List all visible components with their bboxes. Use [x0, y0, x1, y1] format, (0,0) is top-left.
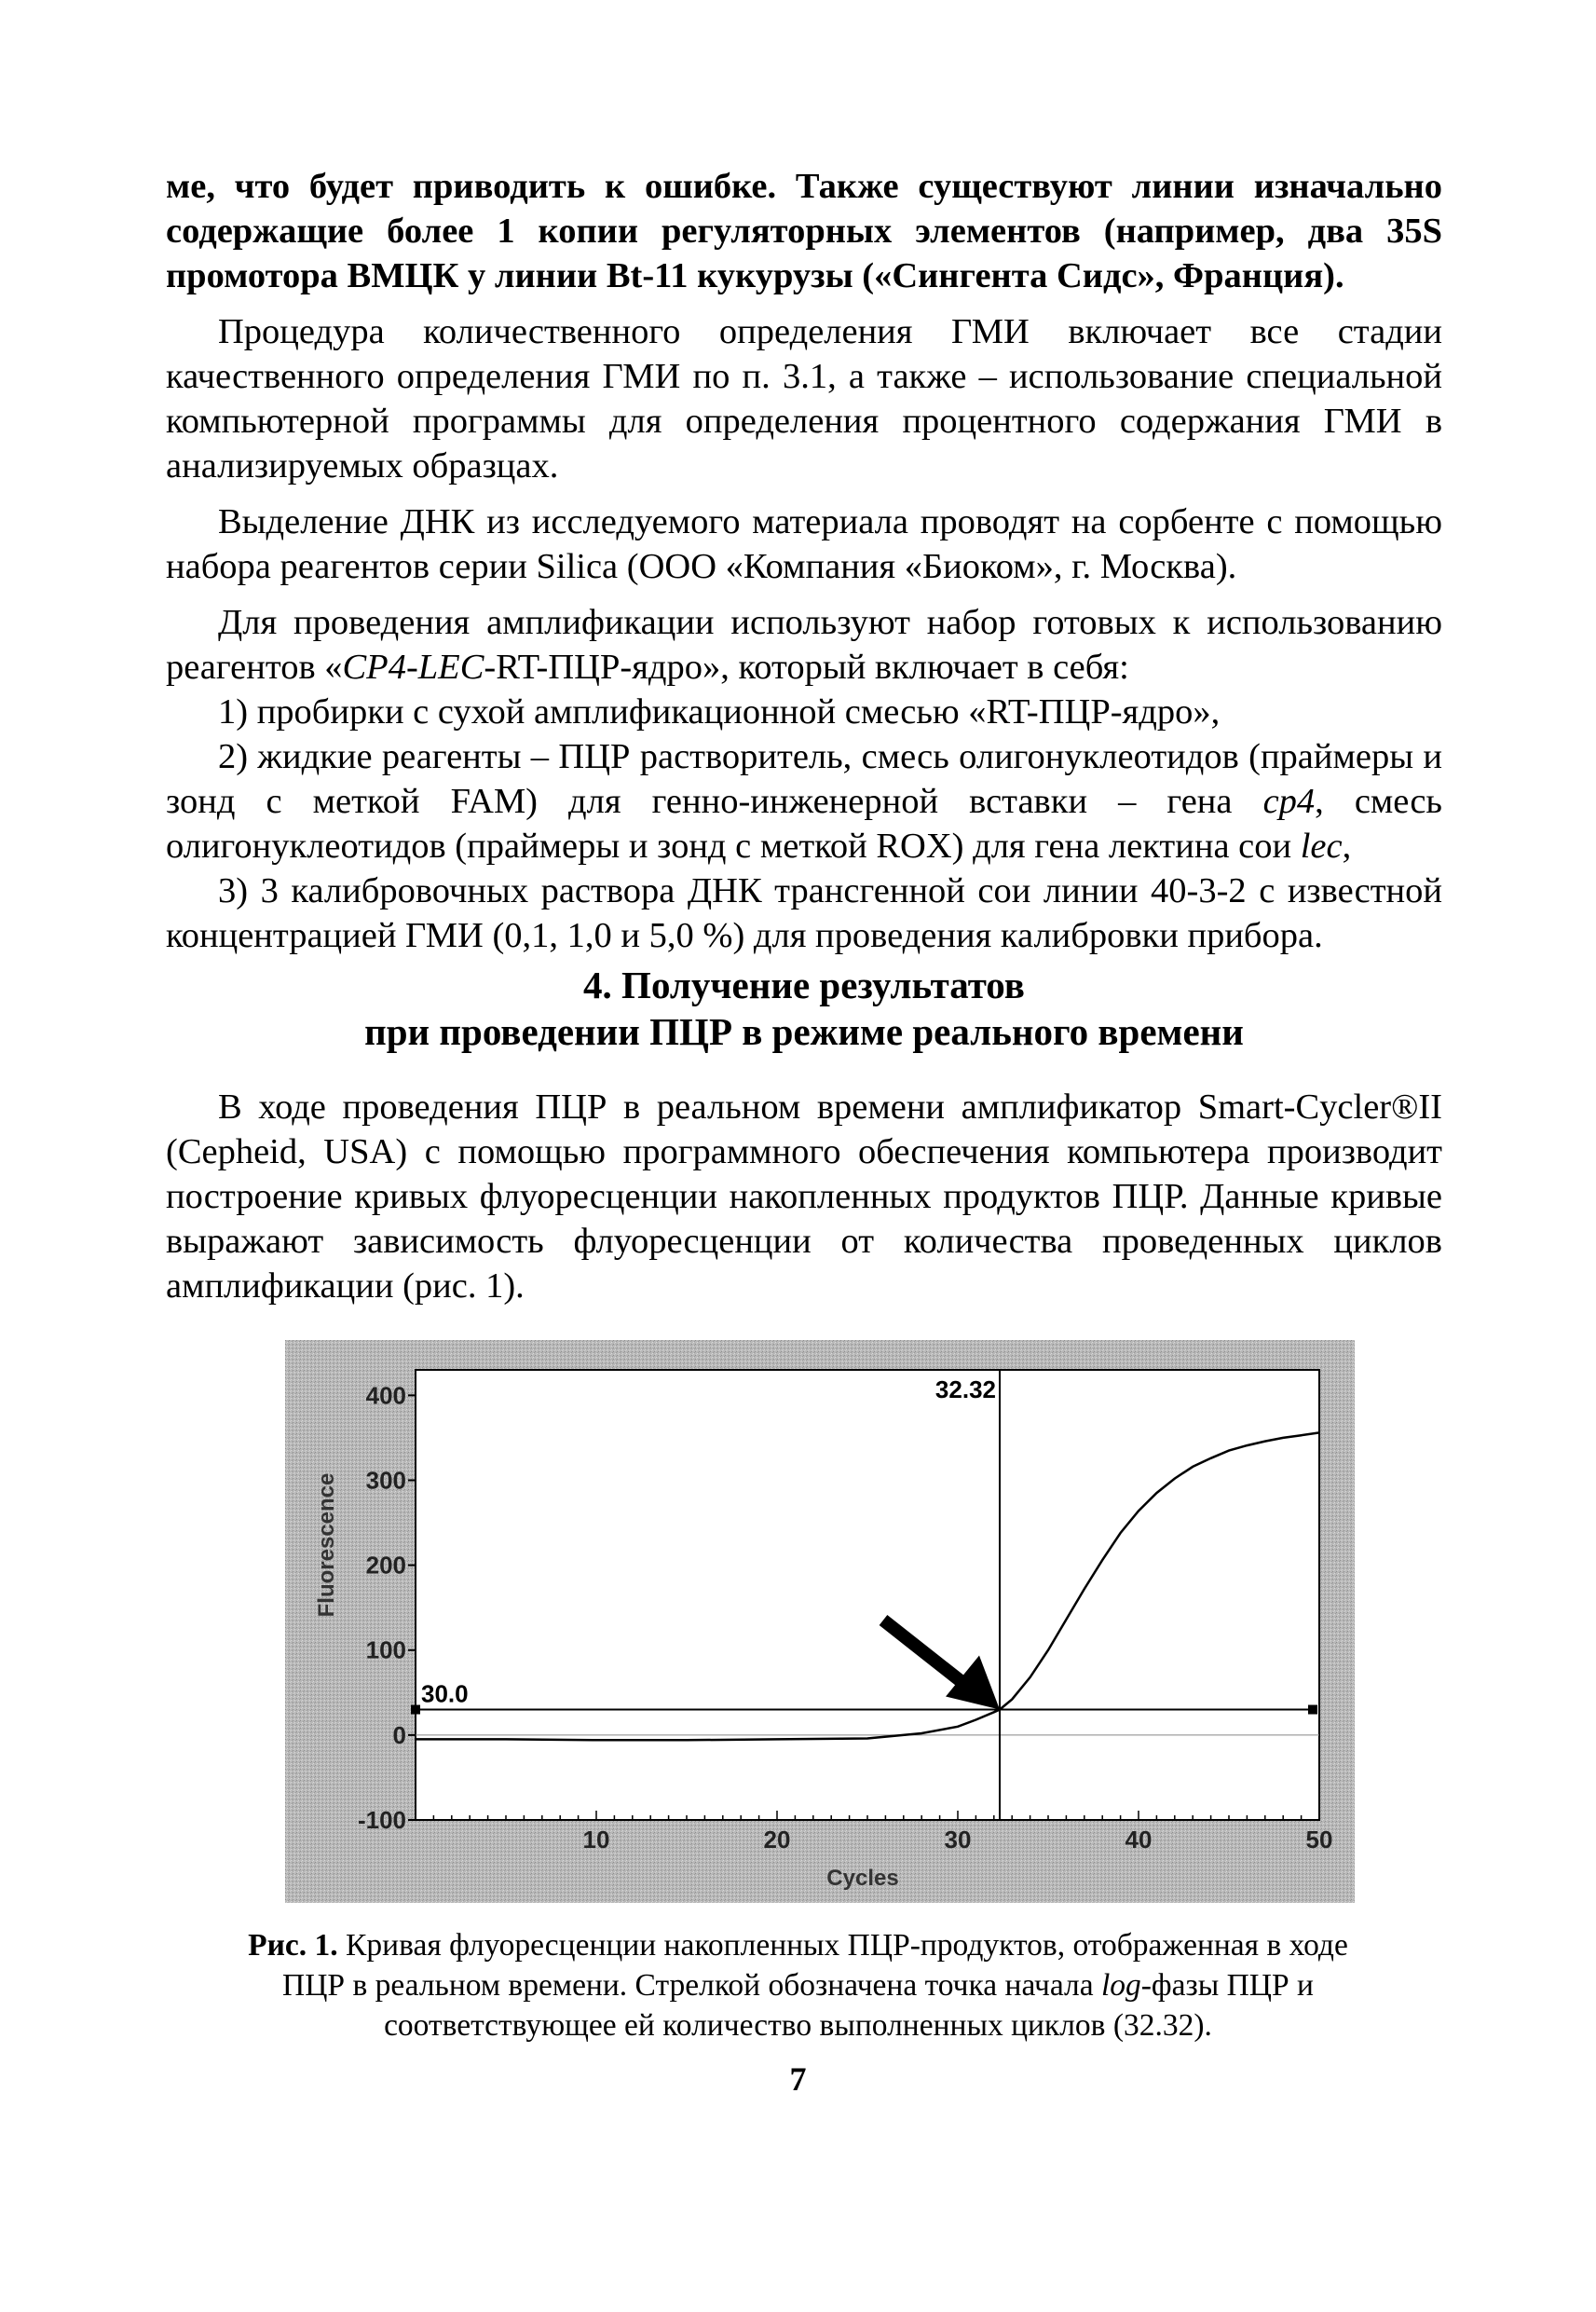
y-tick-label: -100	[357, 1806, 406, 1834]
paragraph-dna-extraction: Выделение ДНК из исследуемого материала проводят на сорбенте с помощью набора реагентов серии Silica (ООО «Компания «Биоком», г. Москва).	[166, 502, 1442, 586]
paragraph-continuation: ме, что будет приводить к ошибке. Также существуют линии изначально содержащие более 1 копии регуляторных элементов (например, два 35S промотора ВМЦК у линии Bt-11 кукурузы («Сингента Сидс», Франция).	[166, 167, 1442, 295]
x-tick-label: 20	[763, 1826, 791, 1854]
figure-caption-text: Кривая флуоресценции накопленных ПЦР-продуктов, отображенная в ходе ПЦР в реальном времени. Стрелкой обозначена точка начала	[282, 1928, 1348, 2003]
y-tick-label: 400	[365, 1381, 406, 1410]
x-tick-label: 10	[582, 1826, 610, 1854]
figure-caption-italic: log	[1100, 1968, 1141, 2003]
y-tick-label: 0	[392, 1720, 406, 1749]
x-axis-label: Cycles	[826, 1866, 899, 1891]
crossing-label: 32.32	[934, 1375, 997, 1403]
paragraph-realtime-pcr: В ходе проведения ПЦР в реальном времени амплификатор Smart-Cycler®II (Cepheid, USA) с помощью программного обеспечения компьютера производит построение кривых флуоресценции накопленных продуктов ПЦР. Данные кривые выражают зависимость флуоресценции от количества проведенных циклов амплификации (рис. 1).	[166, 1088, 1442, 1306]
section-heading-line-1: 4. Получение результатов	[583, 964, 1025, 1006]
plot-area	[416, 1370, 1319, 1820]
pcr-fluorescence-chart	[285, 1340, 1355, 1903]
list-item-1: 1) пробирки с сухой амплификационной смесью «RT-ПЦР-ядро»,	[218, 692, 1221, 732]
paragraph-procedure: Процедура количественного определения ГМИ включает все стадии качественного определения ГМИ по п. 3.1, а также – использование специальной компьютерной программы для определения процентного содержания ГМИ в анализируемых образцах.	[166, 312, 1442, 486]
threshold-label: 30.0	[421, 1679, 469, 1708]
paragraph-group-1	[166, 164, 1442, 958]
paragraph-group-2	[166, 1085, 1442, 1308]
list-item-3: 3) 3 калибровочных раствора ДНК трансгенной сои линии 40-3-2 с известной концентрацией ГМИ (0,1, 1,0 и 5,0 %) для проведения калибровки прибора.	[166, 871, 1442, 955]
paragraph-amplification: Для проведения амплификации используют набор готовых к использованию реагентов «CP4-LEC-RT-ПЦР-ядро», который включает в себя:	[166, 603, 1442, 687]
y-tick-label: 200	[365, 1551, 406, 1580]
threshold-handle-right	[1308, 1705, 1317, 1715]
figure-caption-label: Рис. 1.	[248, 1928, 338, 1963]
y-axis-label: Fluorescence	[314, 1472, 339, 1618]
page-number: 7	[789, 2060, 807, 2098]
figure-caption-text-end: -фазы ПЦР и соответствующее ей количество выполненных циклов (32.32).	[384, 1968, 1314, 2043]
x-tick-label: 50	[1305, 1826, 1333, 1854]
section-heading-line-2: при проведении ПЦР в режиме реального времени	[364, 1010, 1244, 1053]
x-tick-label: 40	[1125, 1826, 1153, 1854]
threshold-handle-left	[411, 1705, 420, 1715]
x-tick-label: 30	[944, 1826, 972, 1854]
figure-caption	[233, 1925, 1363, 2045]
y-tick-label: 100	[365, 1635, 406, 1664]
y-tick-label: 300	[365, 1466, 406, 1495]
list-item-2: 2) жидкие реагенты – ПЦР растворитель, смесь олигонуклеотидов (праймеры и зонд с меткой FAM) для генно-инженерной вставки – гена cp4, смесь олигонуклеотидов (праймеры и зонд с меткой ROX) для гена лектина сои lec,	[166, 737, 1442, 866]
section-heading	[166, 962, 1442, 1055]
chart-svg	[285, 1340, 1355, 1903]
